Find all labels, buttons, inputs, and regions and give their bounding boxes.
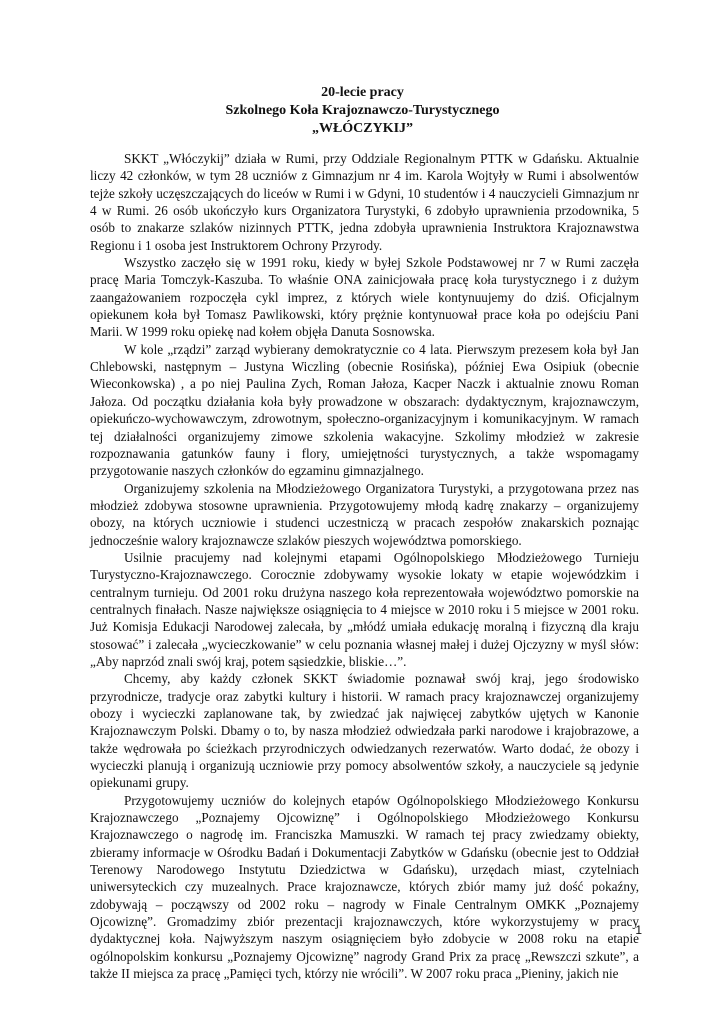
title-line-3: „WŁÓCZYKIJ” xyxy=(311,121,414,136)
paragraph-5: Usilnie pracujemy nad kolejnymi etapami Ogólnopolskiego Młodzieżowego Turnieju Turystyczno-Krajoznawczego. Corocznie zdobywamy wysokie lokaty w etapie wojewódzkim i centralnym turnieju. Od 2001 roku drużyna naszego koła reprezentowała województwo pomorskie na centralnych finałach. Nasze największe osiągnięcia to 4 miejsce w 2010 roku i 5 miejsce w 2001 roku. Już Komisja Edukacji Narodowej zalecała, by „młódź umiała edukację moralną i fizyczną dla kraju stosować” i zalecała „wycieczkowanie” w celu poznania własnej małej i dużej Ojczyzny w myśl słów: „Aby naprzód znali swój kraj, potem sąsiedzkie, bliskie…”. xyxy=(90,549,639,669)
title-line-1: 20-lecie pracy xyxy=(321,85,404,100)
paragraph-7: Przygotowujemy uczniów do kolejnych etapów Ogólnopolskiego Młodzieżowego Konkursu Krajoznawczego „Poznajemy Ojcowiznę” i Ogólnopolskiego Młodzieżowego Konkursu Krajoznawczego o nagrodę im. Franciszka Mamuszki. W ramach tej pracy zwiedzamy obiekty, zbieramy informacje w Ośrodku Badań i Dokumentacji Zabytków w Gdańsku (obecnie jest to Oddział Terenowy Narodowego Instytutu Dziedzictwa w Gdańsku), urzędach miast, czytelniach uniwersyteckich czy muzealnych. Prace krajoznawcze, których zbiór mamy już dość pokaźny, zdobywają – począwszy od 2002 roku – nagrody w Finale Centralnym OMKK „Poznajemy Ojcowiznę”. Gromadzimy zbiór prezentacji krajoznawczych, które wykorzystujemy w pracy dydaktycznej koła. Najwyższym naszym osiągnięciem było zdobycie w 2008 roku na etapie ogólnopolskim konkursu „Poznajemy Ojcowiznę” nagrody Grand Prix za pracę „Rewszczi szkute”, a także II miejsca za pracę „Pamięci tych, którzy nie wrócili”. W 2007 roku praca „Pieniny, jakich nie xyxy=(90,792,639,982)
paragraph-4: Organizujemy szkolenia na Młodzieżowego Organizatora Turystyki, a przygotowana przez nas młodzież zdobywa stosowne uprawnienia. Przygotowujemy młodą kadrę znakarzy – organizujemy obozy, na których uczniowie i studenci uczestniczą w pracach zespołów znakarskich poznając jednocześnie walory krajoznawcze szlaków pieszych województwa pomorskiego. xyxy=(90,480,639,548)
paragraph-1: SKKT „Włóczykij” działa w Rumi, przy Oddziale Regionalnym PTTK w Gdańsku. Aktualnie liczy 42 członków, w tym 28 uczniów z Gimnazjum nr 4 im. Karola Wojtyły w Rumi i absolwentów tejże szkoły uczęszczających do liceów w Rumi i w Gdyni, 10 studentów i 4 nauczycieli Gimnazjum nr 4 w Rumi. 26 osób ukończyło kurs Organizatora Turystyki, 6 zdobyło uprawnienia przodownika, 5 osób to znakarze szlaków nizinnych PTTK, jedna zdobyła uprawnienia Instruktora Krajoznawstwa Regionu i 1 osoba jest Instruktorem Ochrony Przyrody. xyxy=(90,151,639,253)
document-title xyxy=(90,84,635,138)
paragraph-6: Chcemy, aby każdy członek SKKT świadomie poznawał swój kraj, jego środowisko przyrodnicze, tradycje oraz zabytki kultury i historii. W ramach pracy krajoznawczej organizujemy obozy i wycieczki zaplanowane tak, by zwiedzać jak najwięcej zabytków ujętych w Kanonie Krajoznawczym Polski. Dbamy o to, by nasza młodzież odwiedzała parki narodowe i krajobrazowe, a także wędrowała po ścieżkach przyrodniczych odwiedzanych rezerwatów. Warto dodać, że obozy i wycieczki planują i organizują uczniowie przy pomocy absolwentów szkoły, a nauczyciele są jedynie opiekunami grupy. xyxy=(90,671,639,791)
document-body xyxy=(90,150,639,983)
page-number: 1 xyxy=(635,923,642,937)
title-line-2: Szkolnego Koła Krajoznawczo-Turystycznego xyxy=(225,103,500,118)
paragraph-2: Wszystko zaczęło się w 1991 roku, kiedy w byłej Szkole Podstawowej nr 7 w Rumi zaczęła pracę Maria Tomczyk-Kaszuba. To właśnie ONA zainicjowała pracę koła turystycznego i z dużym zaangażowaniem rozpoczęła cykl imprez, z których wiele kontynuujemy do dziś. Oficjalnym opiekunem koła był Tomasz Pawlikowski, który prężnie kontynuował prace koła po odejściu Pani Marii. W 1999 roku opiekę nad kołem objęła Danuta Sosnowska. xyxy=(90,255,639,340)
paragraph-3: W kole „rządzi” zarząd wybierany demokratycznie co 4 lata. Pierwszym prezesem koła był Jan Chlebowski, następnym – Justyna Wiczling (obecnie Rosińska), później Ewa Osipiuk (obecnie Wieconkowska) , a po niej Paulina Zych, Roman Jałoza, Kacper Naczk i aktualnie znowu Roman Jałoza. Od początku działania koła były prowadzone w obszarach: dydaktycznym, krajoznawczym, opiekuńczo-wychowawczym, zdrowotnym, społeczno-organizacyjnym i komunikacyjnym. W ramach tej działalności organizujemy zimowe szkolenia wakacyjne. Szkolimy młodzież w zakresie rozpoznawania gatunków fauny i flory, umiejętności turystycznych, a także wspomagamy przygotowanie naszych członków do egzaminu gimnazjalnego. xyxy=(90,341,639,479)
